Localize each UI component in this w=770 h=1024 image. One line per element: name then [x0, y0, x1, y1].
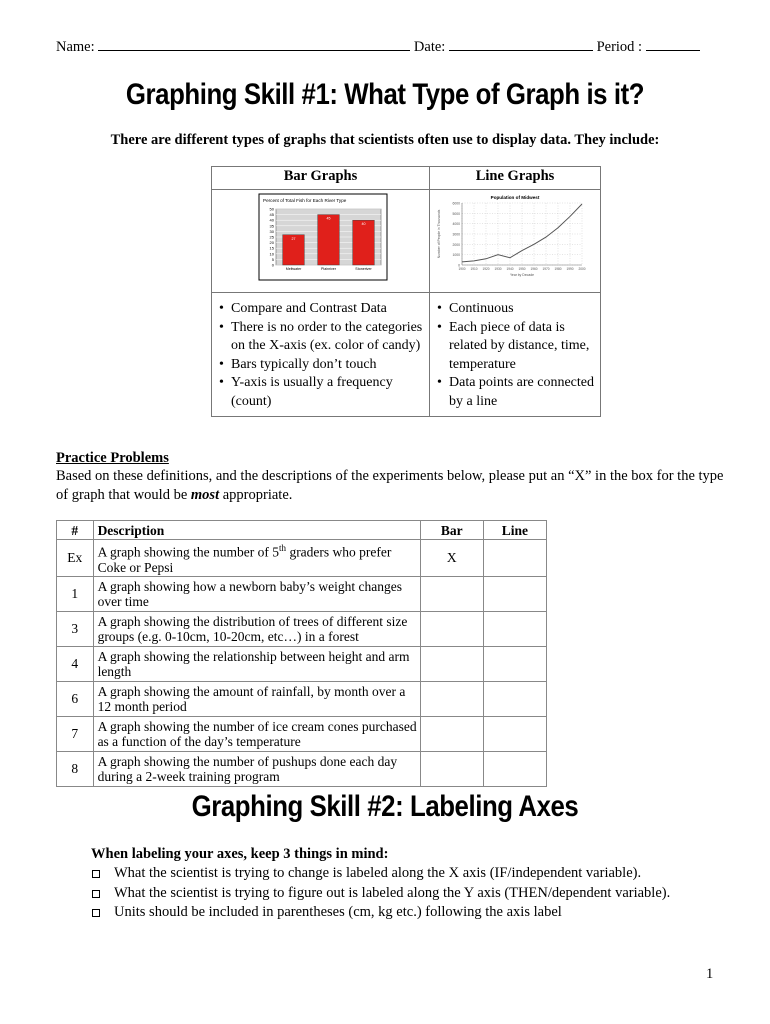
- practice-heading: Practice Problems: [56, 450, 169, 466]
- line-answer-box[interactable]: [483, 751, 546, 786]
- line-x-tick-label: 1910: [470, 267, 478, 271]
- table-row: [57, 716, 547, 751]
- bar-graphs-header: Bar Graphs: [212, 167, 430, 190]
- row-number: 3: [57, 611, 94, 646]
- intro-text: There are different types of graphs that scientists often use to display data. They include:: [110, 132, 660, 148]
- bar-answer-box[interactable]: X: [420, 540, 483, 577]
- date-field[interactable]: [449, 38, 593, 51]
- table-row: [57, 540, 547, 577]
- bar-chart-example: [213, 191, 428, 286]
- desc-superscript: th: [279, 543, 287, 553]
- row-description: A graph showing the distribution of trees of different size groups (e.g. 0-10cm, 10-20cm, etc…) in a forest: [93, 611, 420, 646]
- bar-point: • Bars typically don’t touch: [231, 356, 424, 375]
- bar-chart-cell: [212, 190, 430, 293]
- table-row: [57, 751, 547, 786]
- row-description: A graph showing the number of pushups done each day during a 2-week training program: [93, 751, 420, 786]
- bar-mark: [318, 215, 340, 265]
- table-row: [57, 576, 547, 611]
- row-number: 6: [57, 681, 94, 716]
- bar-y-tick-label: 20: [269, 240, 274, 246]
- desc-text-end: graders who prefer Coke or Pepsi: [97, 544, 392, 575]
- bar-y-tick-label: 10: [269, 251, 274, 257]
- checklist-text: Units should be included in parentheses (cm, kg etc.) following the axis label: [114, 904, 562, 920]
- bar-data-label: 27: [291, 236, 296, 241]
- bar-y-tick-label: 0: [271, 262, 274, 268]
- name-label: Name:: [56, 39, 95, 55]
- line-x-tick-label: 2000: [578, 267, 586, 271]
- line-points-cell: [430, 293, 601, 417]
- checklist-text: What the scientist is trying to change is labeled along the X axis (IF/independent variable).: [114, 865, 642, 881]
- checklist-text: What the scientist is trying to figure out is labeled along the Y axis (THEN/dependent variable).: [114, 884, 671, 901]
- bar-y-tick-label: 30: [269, 228, 274, 234]
- bar-data-label: 45: [326, 216, 331, 221]
- col-bar: Bar: [420, 521, 483, 540]
- bar-point: • There is no order to the categories on the X-axis (ex. color of candy): [231, 319, 424, 356]
- bar-point: • Compare and Contrast Data: [231, 300, 424, 319]
- row-description: [93, 540, 420, 577]
- row-number: 1: [57, 576, 94, 611]
- line-point: • Data points are connected by a line: [449, 374, 595, 411]
- line-x-tick-label: 1970: [542, 267, 550, 271]
- col-line: Line: [483, 521, 546, 540]
- checkbox-icon: [92, 909, 100, 917]
- line-y-tick-label: 0: [458, 263, 460, 268]
- line-y-tick-label: 3000: [452, 232, 460, 237]
- checkbox-icon: [92, 870, 100, 878]
- line-x-tick-label: 1980: [554, 267, 562, 271]
- line-x-tick-label: 1960: [530, 267, 538, 271]
- bar-x-tick-label: Meltwater: [285, 267, 302, 271]
- line-y-tick-label: 6000: [452, 201, 460, 206]
- period-label: Period :: [596, 39, 643, 55]
- line-x-tick-label: 1990: [566, 267, 574, 271]
- line-x-tick-label: 1950: [518, 267, 526, 271]
- row-number: 8: [57, 751, 94, 786]
- date-label: Date:: [413, 39, 446, 55]
- graph-types-table: [211, 166, 601, 417]
- bar-answer-box[interactable]: [420, 716, 483, 751]
- bar-y-tick-label: 50: [269, 206, 274, 212]
- line-y-axis-label: Number of People in Thousands: [437, 209, 441, 259]
- line-y-tick-label: 5000: [452, 211, 460, 216]
- instructions-emphasis: most: [190, 486, 220, 503]
- line-chart-cell: [430, 190, 601, 293]
- bar-y-tick-label: 5: [271, 256, 274, 262]
- bar-y-tick-label: 35: [269, 223, 274, 229]
- row-description: A graph showing the number of ice cream cones purchased as a function of the day’s temperature: [93, 716, 420, 751]
- instructions-text: Based on these definitions, and the descriptions of the experiments below, please put an “X” in the box for the type of graph that would be: [56, 468, 724, 503]
- col-description: Description: [93, 521, 420, 540]
- line-x-tick-label: 1940: [506, 267, 514, 271]
- bar-answer-box[interactable]: [420, 646, 483, 681]
- desc-text: A graph showing the number of 5: [97, 544, 280, 560]
- bar-points-cell: [212, 293, 430, 417]
- line-points-list: [435, 300, 595, 411]
- line-x-axis-label: Year by Decade: [509, 273, 535, 277]
- bar-answer-box[interactable]: [420, 611, 483, 646]
- line-x-tick-label: 1900: [458, 267, 466, 271]
- practice-instructions: [56, 467, 726, 504]
- line-answer-box[interactable]: [483, 646, 546, 681]
- page-number: 1: [706, 966, 714, 982]
- row-description: A graph showing the amount of rainfall, by month over a 12 month period: [93, 681, 420, 716]
- bar-points-list: [217, 300, 424, 411]
- skill1-title: Graphing Skill #1: What Type of Graph is it?: [125, 78, 645, 111]
- line-answer-box[interactable]: [483, 540, 546, 577]
- line-chart-title: Population of Midwest: [490, 195, 540, 200]
- instructions-end: appropriate.: [219, 486, 293, 503]
- line-answer-box[interactable]: [483, 576, 546, 611]
- header-line: [56, 38, 700, 56]
- line-chart-example: [431, 191, 599, 286]
- name-field[interactable]: [98, 38, 410, 51]
- line-x-tick-label: 1920: [482, 267, 490, 271]
- bar-answer-box[interactable]: [420, 576, 483, 611]
- line-point: • Each piece of data is related by distance, time, temperature: [449, 319, 595, 375]
- practice-table: [56, 520, 547, 787]
- row-number: 4: [57, 646, 94, 681]
- line-y-tick-label: 2000: [452, 242, 460, 247]
- checklist-item: [91, 903, 670, 923]
- line-answer-box[interactable]: [483, 681, 546, 716]
- axes-checklist: [91, 864, 670, 923]
- row-number: Ex: [57, 540, 94, 577]
- checklist-item: [91, 864, 670, 884]
- table-row: [57, 611, 547, 646]
- skill2-title: Graphing Skill #2: Labeling Axes: [191, 790, 579, 823]
- line-point: • Continuous: [449, 300, 595, 319]
- col-number: #: [57, 521, 94, 540]
- bar-chart-title: Percent of Total Fish for Each River Type: [263, 198, 347, 203]
- line-answer-box[interactable]: [483, 611, 546, 646]
- bar-x-tick-label: Stoneriver: [355, 267, 372, 271]
- period-field[interactable]: [646, 38, 700, 51]
- bar-y-tick-label: 25: [269, 234, 274, 240]
- bar-y-tick-label: 45: [269, 212, 274, 218]
- bar-point: • Y-axis is usually a frequency (count): [231, 374, 424, 411]
- bar-y-tick-label: 15: [269, 245, 274, 251]
- bar-data-label: 40: [361, 222, 366, 227]
- line-y-tick-label: 1000: [452, 253, 460, 258]
- row-description: A graph showing the relationship between height and arm length: [93, 646, 420, 681]
- table-row: [57, 681, 547, 716]
- bar-answer-box[interactable]: [420, 681, 483, 716]
- axes-heading: When labeling your axes, keep 3 things in mind:: [91, 846, 389, 862]
- row-description: A graph showing how a newborn baby’s weight changes over time: [93, 576, 420, 611]
- line-graphs-header: Line Graphs: [430, 167, 601, 190]
- bar-x-tick-label: Plainriver: [321, 267, 336, 271]
- line-answer-box[interactable]: [483, 716, 546, 751]
- table-row: [57, 646, 547, 681]
- bar-y-tick-label: 40: [269, 217, 274, 223]
- line-x-tick-label: 1930: [494, 267, 502, 271]
- checkbox-icon: [92, 890, 100, 898]
- line-y-tick-label: 4000: [452, 222, 460, 227]
- bar-mark: [353, 220, 375, 265]
- bar-answer-box[interactable]: [420, 751, 483, 786]
- checklist-item: [91, 884, 670, 904]
- row-number: 7: [57, 716, 94, 751]
